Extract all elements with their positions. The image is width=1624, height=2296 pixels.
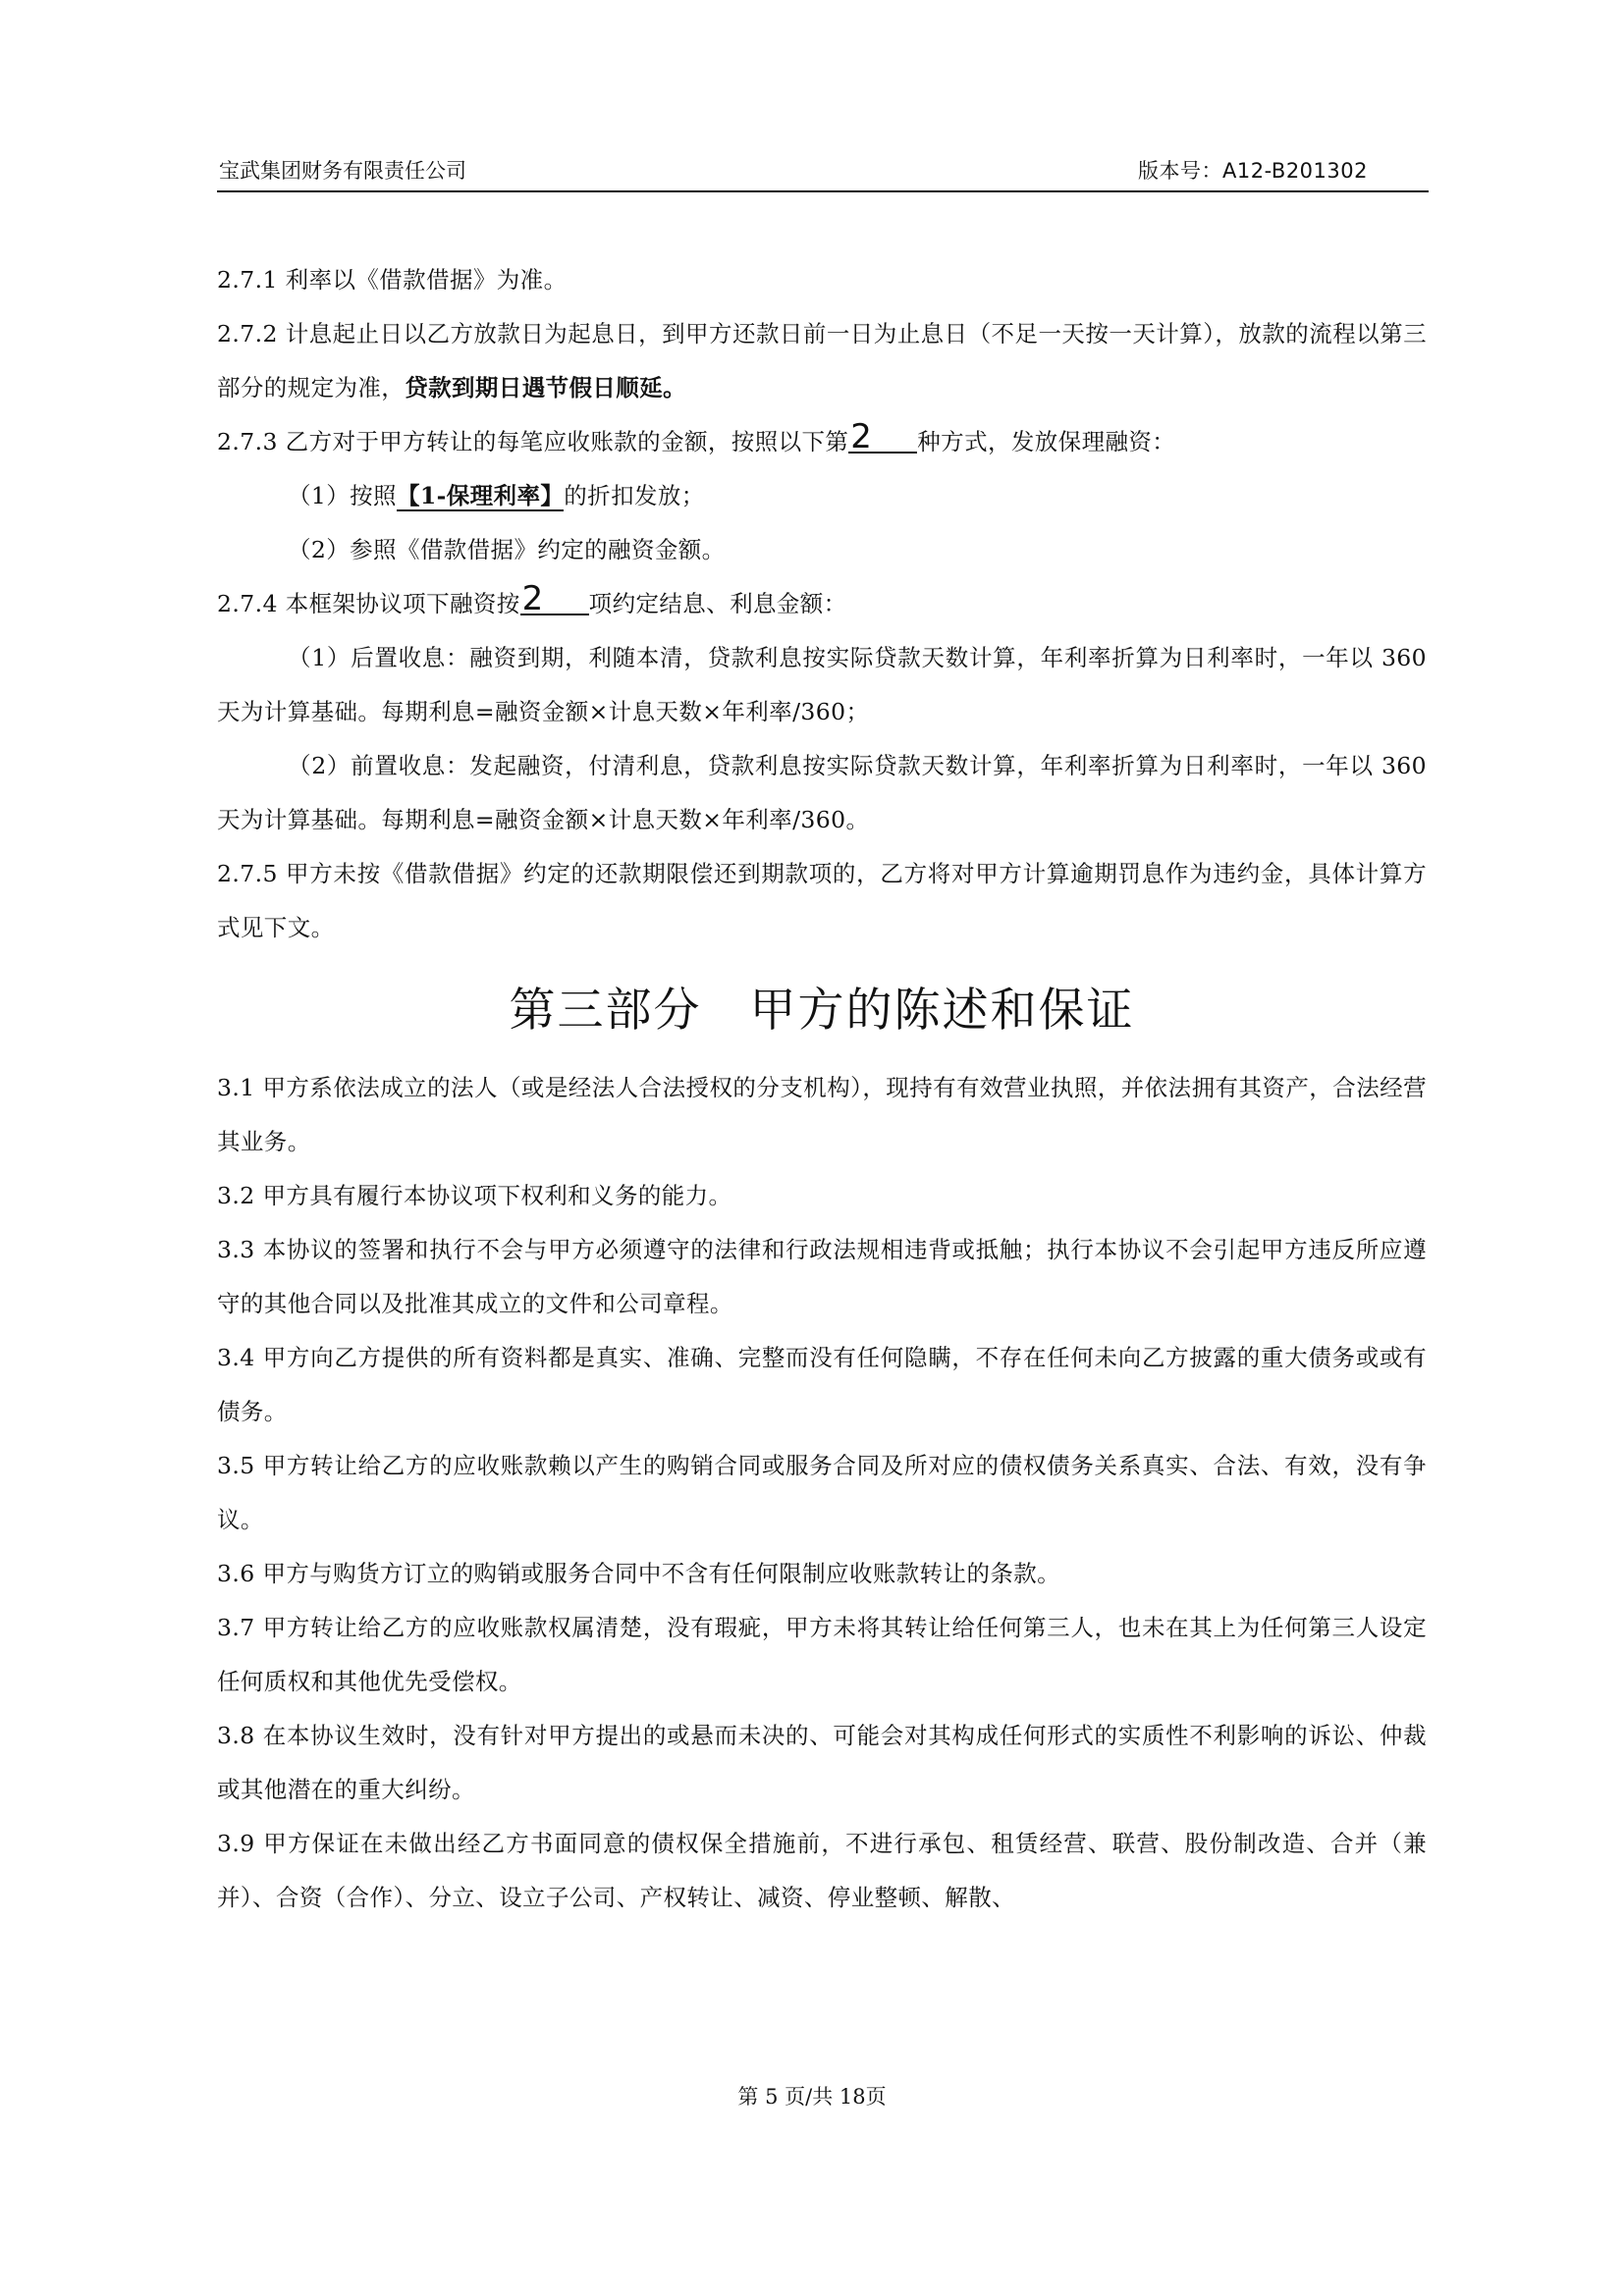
option-1-tail: 的折扣发放； [564, 482, 705, 509]
clause-3-9: 3.9 甲方保证在未做出经乙方书面同意的债权保全措施前，不进行承包、租赁经营、联营、股份制改造、合并（兼并）、合资（合作）、分立、设立子公司、产权转让、减资、停业整顿、解散、 [217, 1830, 1427, 1911]
option-1-rate: 【1-保理利率】 [396, 482, 565, 509]
interest-option-2: （2）前置收息：发起融资，付清利息，贷款利息按实际贷款天数计算，年利率折算为日利率时，一年以 360 天为计算基础。每期利息=融资金额×计息天数×年利率/360。 [217, 752, 1427, 833]
clause-2-7-4 [217, 577, 1427, 631]
clause-2-7-3-lead: 2.7.3 乙方对于甲方转让的每笔应收账款的金额，按照以下第 [217, 428, 849, 455]
page-number: 第 5 页/共 18页 [737, 2085, 887, 2109]
clause-2-7-2 [217, 307, 1427, 415]
clause-2-7-4-tail: 项约定结息、利息金额： [588, 590, 847, 617]
clause-2-7-3-option-2: （2）参照《借款借据》约定的融资金额。 [288, 536, 726, 563]
option-1-lead: （1）按照 [288, 482, 397, 509]
clause-3-3: 3.3 本协议的签署和执行不会与甲方必须遵守的法律和行政法规相违背或抵触；执行本协议不会引起甲方违反所应遵守的其他合同以及批准其成立的文件和公司章程。 [217, 1236, 1427, 1317]
clause-2-7-1: 2.7.1 利率以《借款借据》为准。 [217, 266, 568, 294]
clause-2-7-3-fill: 2 [848, 422, 917, 454]
clause-3-4: 3.4 甲方向乙方提供的所有资料都是真实、准确、完整而没有任何隐瞒，不存在任何未向乙方披露的重大债务或或有债务。 [217, 1344, 1427, 1425]
clause-2-7-5: 2.7.5 甲方未按《借款借据》约定的还款期限偿还到期款项的，乙方将对甲方计算逾期罚息作为违约金，具体计算方式见下文。 [217, 860, 1427, 941]
clause-2-7-4-lead: 2.7.4 本框架协议项下融资按 [217, 590, 520, 617]
clause-2-7-3-option-1 [217, 469, 1427, 523]
section-title: 第三部分 甲方的陈述和保证 [509, 984, 1135, 1038]
clause-2-7-2-text: 2.7.2 计息起止日以乙方放款日为起息日，到甲方还款日前一日为止息日（不足一天按一天计算），放款的流程以第三部分的规定为准， [217, 320, 1427, 401]
header-company: 宝武集团财务有限责任公司 [219, 159, 466, 183]
clause-3-8: 3.8 在本协议生效时，没有针对甲方提出的或悬而未决的、可能会对其构成任何形式的实质性不利影响的诉讼、仲裁或其他潜在的重大纠纷。 [217, 1722, 1427, 1803]
clause-2-7-4-fill: 2 [520, 584, 589, 615]
clause-3-2: 3.2 甲方具有履行本协议项下权利和义务的能力。 [217, 1182, 732, 1209]
clause-2-7-2-bold: 贷款到期日遇节假日顺延。 [405, 374, 687, 401]
clause-3-5: 3.5 甲方转让给乙方的应收账款赖以产生的购销合同或服务合同及所对应的债权债务关系真实、合法、有效，没有争议。 [217, 1452, 1427, 1533]
interest-option-1: （1）后置收息：融资到期，利随本清，贷款利息按实际贷款天数计算，年利率折算为日利率时，一年以 360 天为计算基础。每期利息=融资金额×计息天数×年利率/360； [217, 644, 1427, 725]
document-body [217, 253, 1427, 1925]
clause-2-7-3 [217, 415, 1427, 469]
clause-3-1: 3.1 甲方系依法成立的法人（或是经法人合法授权的分支机构），现持有有效营业执照，并依法拥有其资产，合法经营其业务。 [217, 1074, 1427, 1155]
page-header [217, 157, 1429, 192]
header-version: 版本号：A12-B201302 [1138, 159, 1368, 183]
clause-3-6: 3.6 甲方与购货方订立的购销或服务合同中不含有任何限制应收账款转让的条款。 [217, 1560, 1061, 1587]
clause-2-7-3-tail: 种方式，发放保理融资： [917, 428, 1176, 455]
clause-3-7: 3.7 甲方转让给乙方的应收账款权属清楚，没有瑕疵，甲方未将其转让给任何第三人，也未在其上为任何第三人设定任何质权和其他优先受偿权。 [217, 1614, 1427, 1695]
